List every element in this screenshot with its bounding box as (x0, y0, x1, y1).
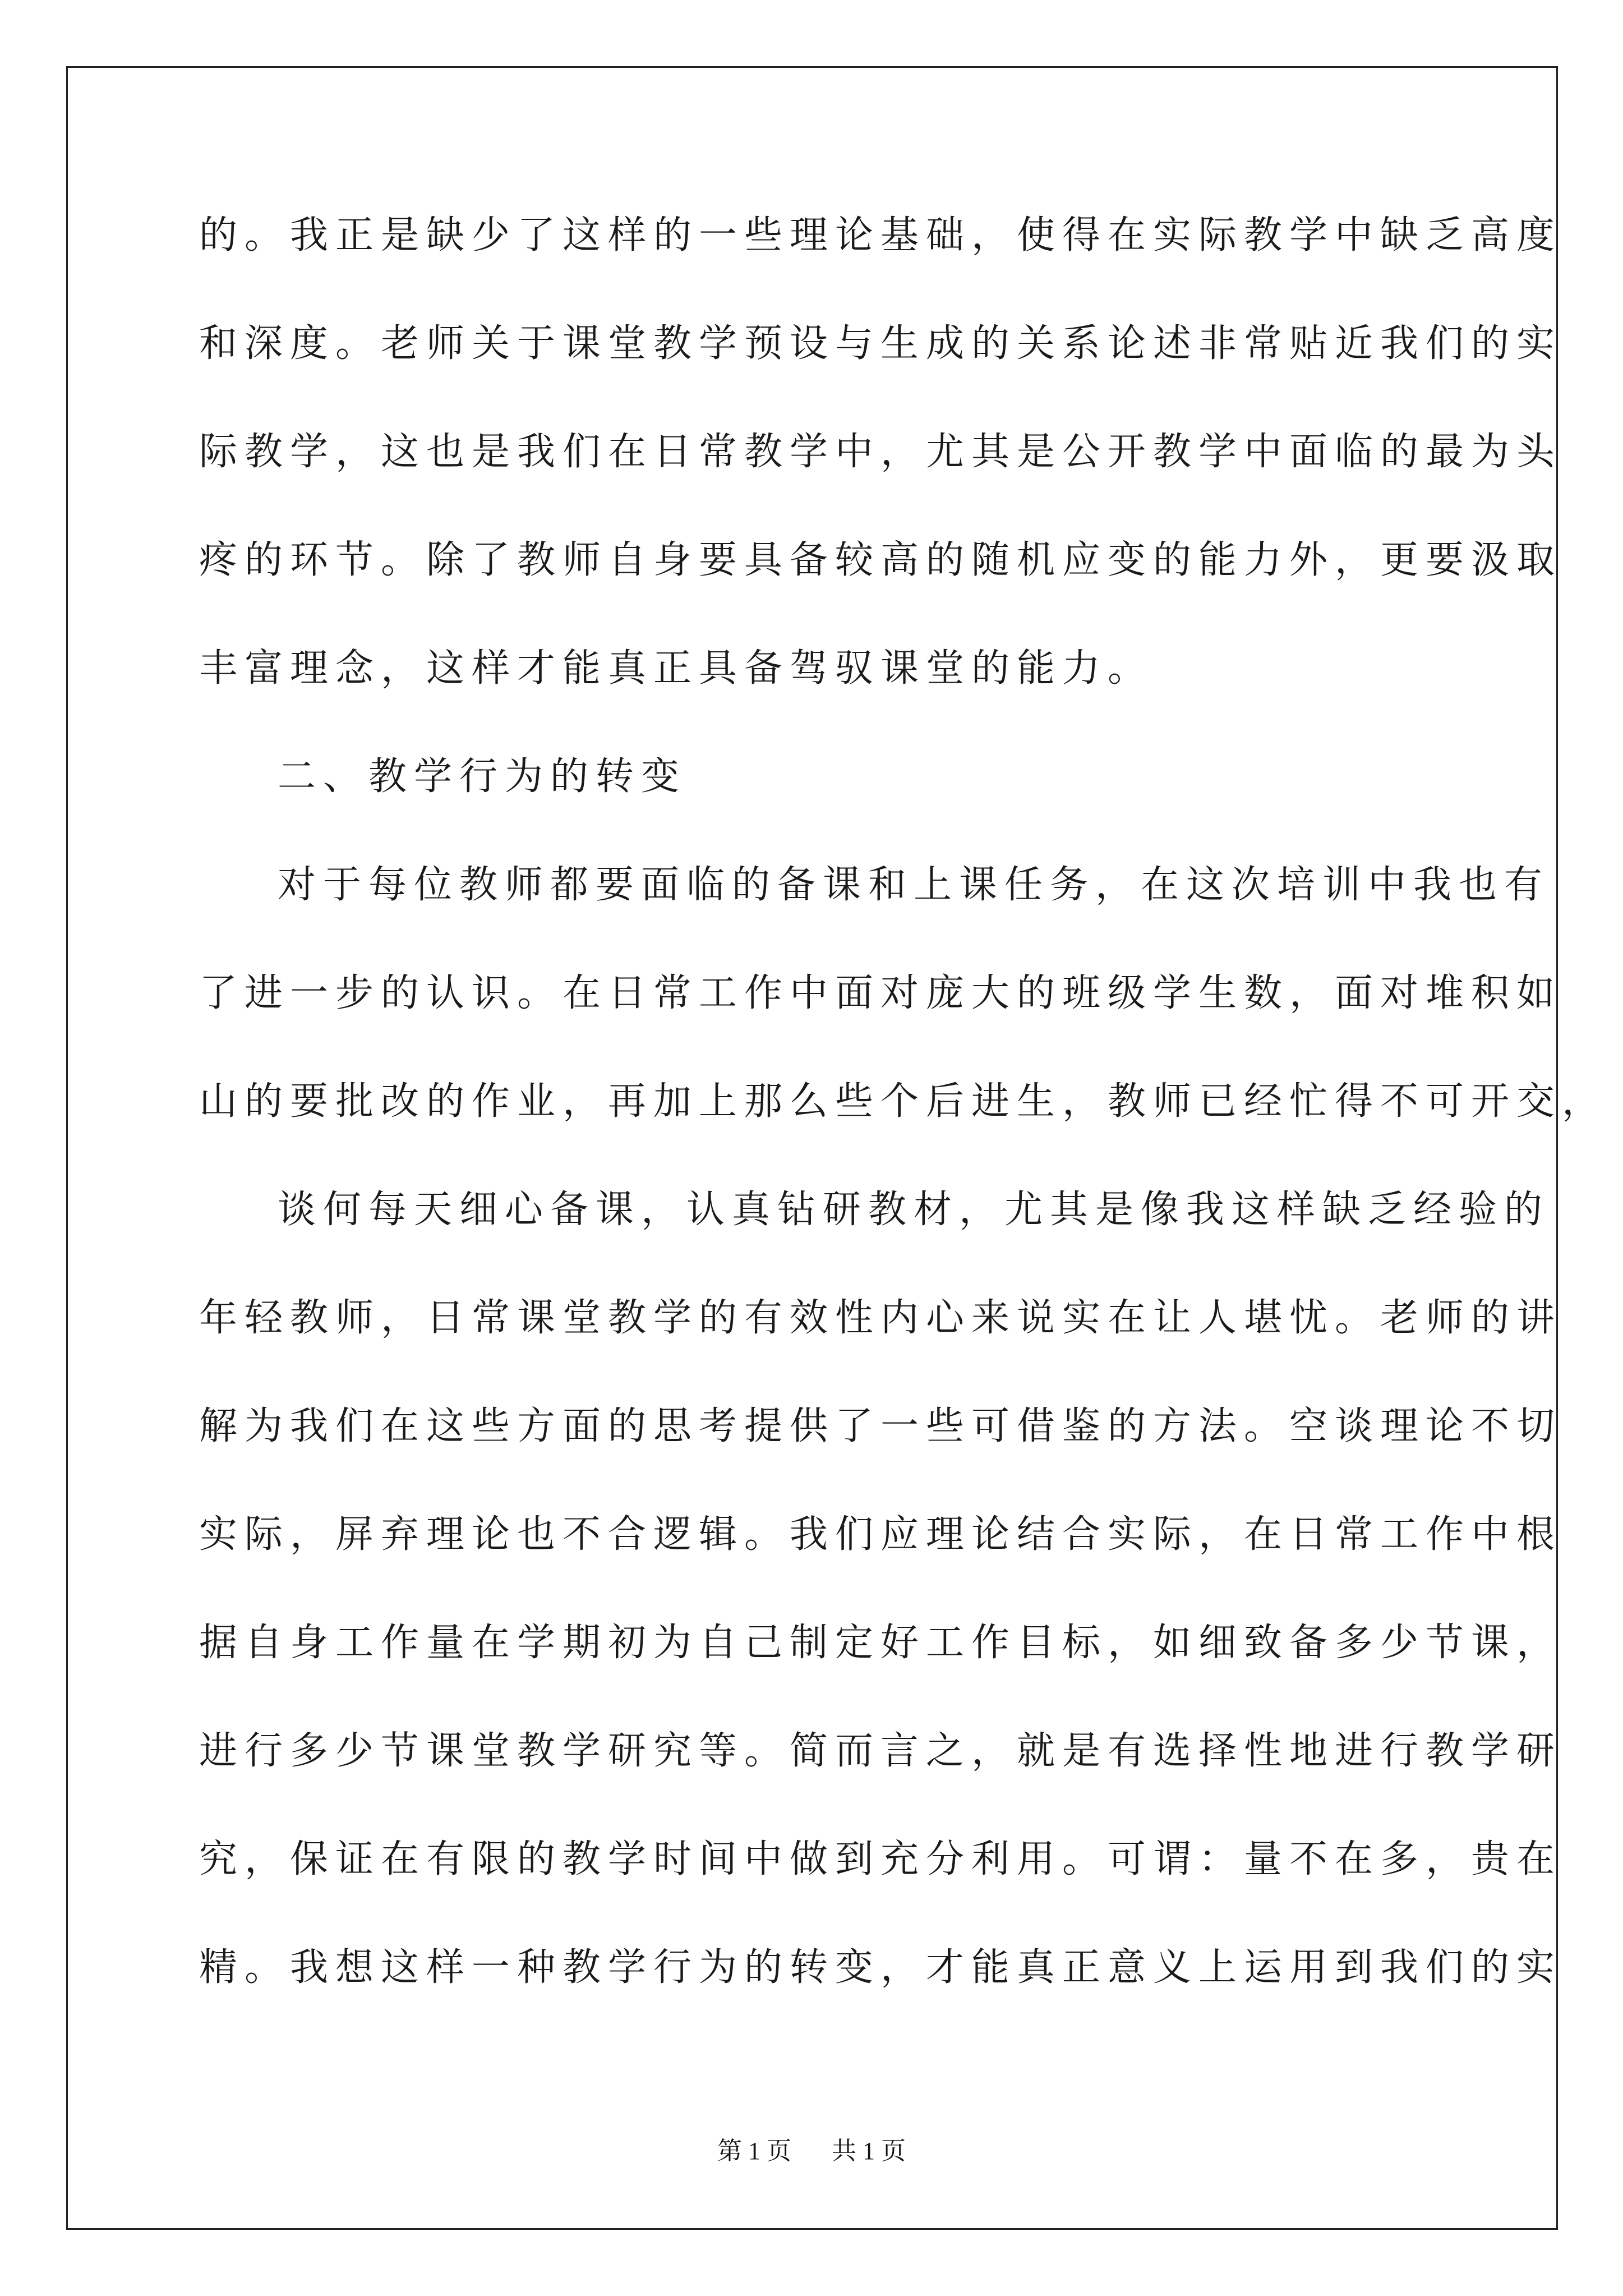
text-line: 丰富理念，这样才能真正具备驾驭课堂的能力。 (199, 646, 1154, 691)
text-line: 对于每位教师都要面临的备课和上课任务，在这次培训中我也有 (278, 863, 1550, 907)
text-line: 的。我正是缺少了这样的一些理论基础，使得在实际教学中缺乏高度 (199, 213, 1562, 257)
text-line: 精。我想这样一种教学行为的转变，才能真正意义上运用到我们的实 (199, 1945, 1562, 1990)
page-total: 共 1 页 (832, 2137, 906, 2165)
text-line: 和深度。老师关于课堂教学预设与生成的关系论述非常贴近我们的实 (199, 321, 1562, 366)
section-heading: 二、教学行为的转变 (278, 754, 687, 799)
text-line: 究，保证在有限的教学时间中做到充分利用。可谓：量不在多，贵在 (199, 1837, 1562, 1881)
text-line: 据自身工作量在学期初为自己制定好工作目标，如细致备多少节课， (199, 1621, 1562, 1665)
document-body (199, 202, 1608, 2042)
text-line: 实际，屏弃理论也不合逻辑。我们应理论结合实际，在日常工作中根 (199, 1512, 1562, 1557)
page-number: 第 1 页 (717, 2137, 791, 2165)
text-line: 谈何每天细心备课，认真钻研教材，尤其是像我这样缺乏经验的 (278, 1188, 1550, 1232)
text-line: 山的要批改的作业，再加上那么些个后进生，教师已经忙得不可开交， (199, 1079, 1608, 1124)
text-line: 了进一步的认识。在日常工作中面对庞大的班级学生数，面对堆积如 (199, 971, 1562, 1015)
text-line: 年轻教师，日常课堂教学的有效性内心来说实在让人堪忧。老师的讲 (199, 1296, 1562, 1340)
text-line: 解为我们在这些方面的思考提供了一些可借鉴的方法。空谈理论不切 (199, 1404, 1562, 1448)
text-line: 进行多少节课堂教学研究等。简而言之，就是有选择性地进行教学研 (199, 1729, 1562, 1773)
page-footer (0, 2134, 1623, 2168)
text-line: 疼的环节。除了教师自身要具备较高的随机应变的能力外，更要汲取 (199, 538, 1562, 582)
text-line: 际教学，这也是我们在日常教学中，尤其是公开教学中面临的最为头 (199, 430, 1562, 474)
